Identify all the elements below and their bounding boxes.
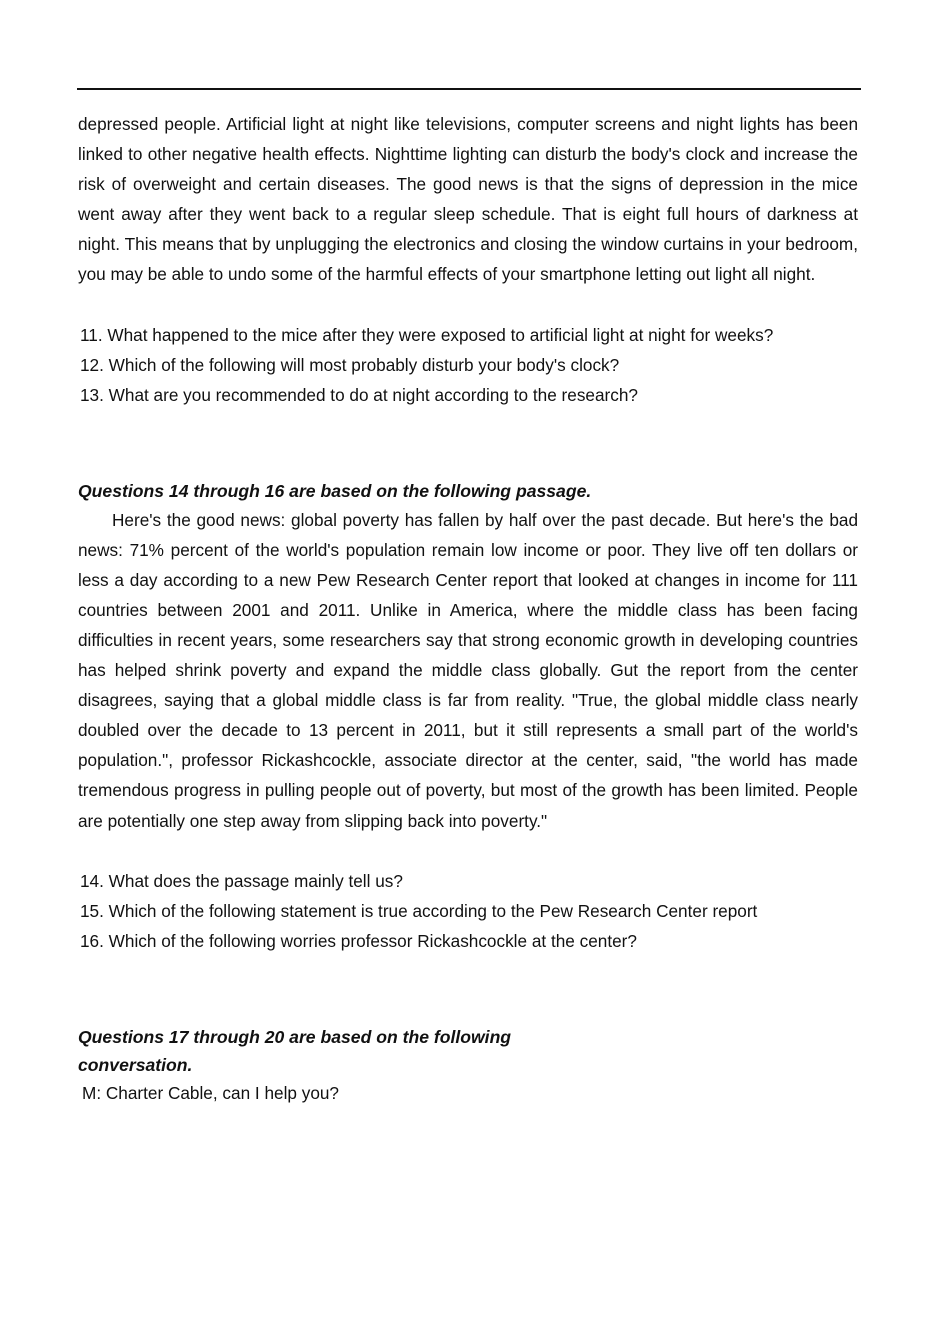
question-12: 12. Which of the following will most probably disturb your body's clock? bbox=[80, 354, 620, 375]
page-content bbox=[78, 109, 858, 1107]
conversation-line-1: M: Charter Cable, can I help you? bbox=[82, 1082, 339, 1103]
question-list-11-13 bbox=[78, 320, 858, 410]
passage-1-continuation: depressed people. Artificial light at night like televisions, computer screens and night lights has been linked to other negative health effects. Nighttime lighting can disturb the body's clock and increase the risk of overweight and certain diseases. The good news is that the signs of depression in the mice went away after they went back to a regular sleep schedule. That is eight full hours of darkness at night. This means that by unplugging the electronics and closing the window curtains in your bedroom, you may be able to undo some of the harmful effects of your smartphone letting out light all night. bbox=[78, 114, 858, 285]
question-11: 11. What happened to the mice after they were exposed to artificial light at night for weeks? bbox=[80, 324, 774, 345]
passage-2: Here's the good news: global poverty has fallen by half over the past decade. But here's the bad news: 71% percent of the world's population remain low income or poor. They live off ten dollars or less a day according to a new Pew Research Center report that looked at changes in income for 111 countries between 2001 and 2011. Unlike in America, where the middle class has been facing difficulties in recent years, some researchers say that strong economic growth in developing countries has helped shrink poverty and expand the middle class globally. Gut the report from the center disagrees, saying that a global middle class is far from reality. "True, the global middle class nearly doubled over the decade to 13 percent in 2011, but it still represents a small part of the world's population.", professor Rickashcockle, associate director at the center, said, "the world has made tremendous progress in pulling people out of poverty, but most of the growth has been limited. People are potentially one step away from slipping back into poverty." bbox=[78, 509, 858, 831]
section-heading-17-20-line1: Questions 17 through 20 are based on the following bbox=[78, 1026, 512, 1047]
question-list-14-16 bbox=[78, 866, 858, 956]
section-heading-14-16: Questions 14 through 16 are based on the following passage. bbox=[78, 480, 592, 501]
question-16: 16. Which of the following worries professor Rickashcockle at the center? bbox=[80, 930, 637, 951]
header-rule bbox=[77, 88, 861, 90]
question-14: 14. What does the passage mainly tell us? bbox=[80, 870, 403, 891]
question-15: 15. Which of the following statement is true according to the Pew Research Center report bbox=[80, 900, 758, 921]
question-13: 13. What are you recommended to do at night according to the research? bbox=[80, 384, 638, 405]
section-heading-17-20-line2: conversation. bbox=[78, 1054, 193, 1075]
